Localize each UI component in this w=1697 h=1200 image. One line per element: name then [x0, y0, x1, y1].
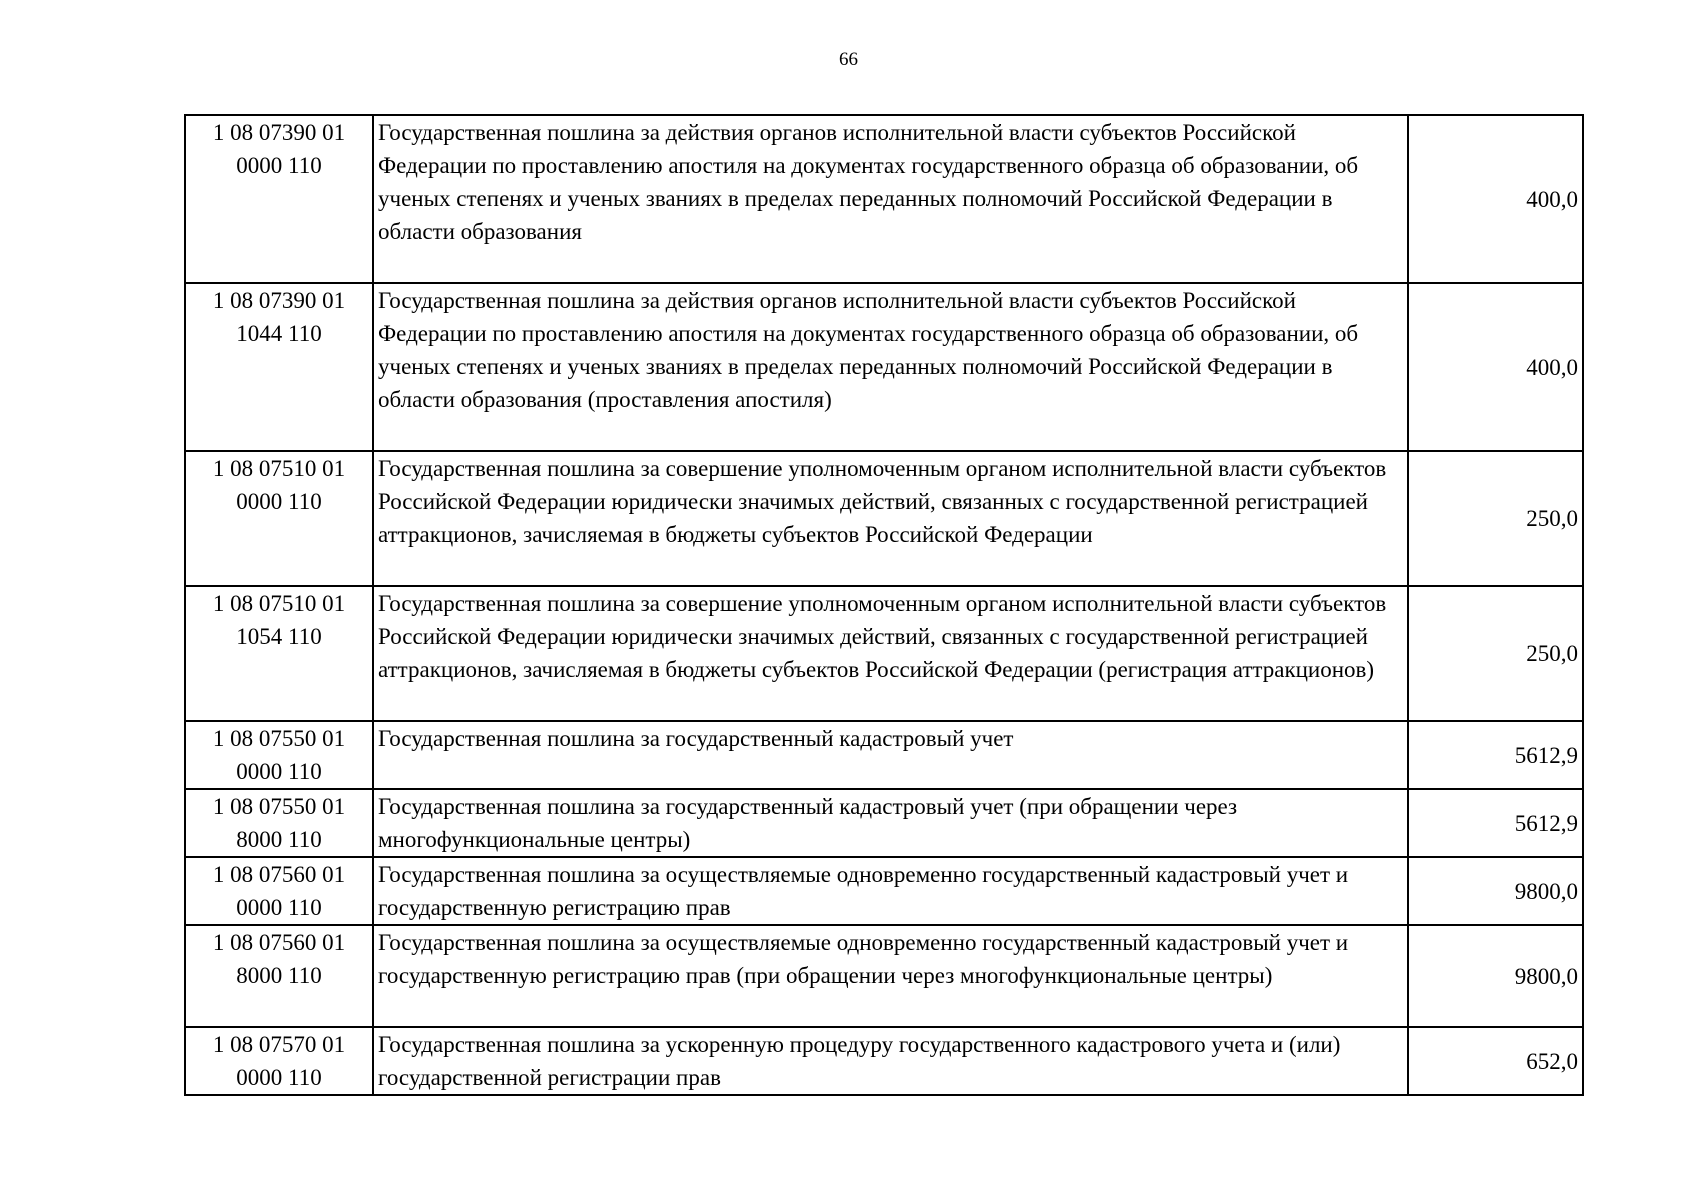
amount-cell: 9800,0	[1408, 925, 1583, 1027]
amount-cell: 250,0	[1408, 586, 1583, 721]
amount-cell: 400,0	[1408, 115, 1583, 283]
budget-code-cell: 1 08 07560 01 8000 110	[185, 925, 373, 1027]
table-row	[185, 586, 1583, 721]
table-row	[185, 789, 1583, 857]
budget-code-cell: 1 08 07550 01 0000 110	[185, 721, 373, 789]
income-name-cell: Государственная пошлина за осуществляемые одновременно государственный кадастровый учет и государственную регистрацию прав (при обращении через многофункциональные центры)	[373, 925, 1408, 1027]
amount-cell: 400,0	[1408, 283, 1583, 451]
amount-cell: 9800,0	[1408, 857, 1583, 925]
table-row	[185, 925, 1583, 1027]
income-name-cell: Государственная пошлина за осуществляемые одновременно государственный кадастровый учет и государственную регистрацию прав	[373, 857, 1408, 925]
amount-cell: 5612,9	[1408, 789, 1583, 857]
budget-code-cell: 1 08 07510 01 0000 110	[185, 451, 373, 586]
budget-code-cell: 1 08 07390 01 0000 110	[185, 115, 373, 283]
table-row	[185, 857, 1583, 925]
amount-cell: 5612,9	[1408, 721, 1583, 789]
income-name-cell: Государственная пошлина за совершение уполномоченным органом исполнительной власти субъектов Российской Федерации юридически значимых действий, связанных с государственной регистрацией аттракционов, зачисляемая в бюджеты субъектов Российской Федерации	[373, 451, 1408, 586]
table-row	[185, 721, 1583, 789]
income-name-cell: Государственная пошлина за действия органов исполнительной власти субъектов Российской Федерации по проставлению апостиля на документах государственного образца об образовании, об ученых степенях и ученых званиях в пределах переданных полномочий Российской Федерации в области образования (проставления апостиля)	[373, 283, 1408, 451]
income-name-cell: Государственная пошлина за государственный кадастровый учет	[373, 721, 1408, 789]
income-name-cell: Государственная пошлина за действия органов исполнительной власти субъектов Российской Федерации по проставлению апостиля на документах государственного образца об образовании, об ученых степенях и ученых званиях в пределах переданных полномочий Российской Федерации в области образования	[373, 115, 1408, 283]
budget-code-cell: 1 08 07510 01 1054 110	[185, 586, 373, 721]
page-number: 66	[839, 49, 858, 70]
table-row	[185, 283, 1583, 451]
table-row	[185, 1027, 1583, 1095]
income-name-cell: Государственная пошлина за государственный кадастровый учет (при обращении через многофункциональные центры)	[373, 789, 1408, 857]
budget-code-cell: 1 08 07390 01 1044 110	[185, 283, 373, 451]
table-row	[185, 451, 1583, 586]
table-row	[185, 115, 1583, 283]
revenue-table	[184, 114, 1584, 1096]
budget-code-cell: 1 08 07560 01 0000 110	[185, 857, 373, 925]
income-name-cell: Государственная пошлина за ускоренную процедуру государственного кадастрового учета и (или) государственной регистрации прав	[373, 1027, 1408, 1095]
amount-cell: 652,0	[1408, 1027, 1583, 1095]
amount-cell: 250,0	[1408, 451, 1583, 586]
budget-code-cell: 1 08 07570 01 0000 110	[185, 1027, 373, 1095]
budget-code-cell: 1 08 07550 01 8000 110	[185, 789, 373, 857]
income-name-cell: Государственная пошлина за совершение уполномоченным органом исполнительной власти субъектов Российской Федерации юридически значимых действий, связанных с государственной регистрацией аттракционов, зачисляемая в бюджеты субъектов Российской Федерации (регистрация аттракционов)	[373, 586, 1408, 721]
